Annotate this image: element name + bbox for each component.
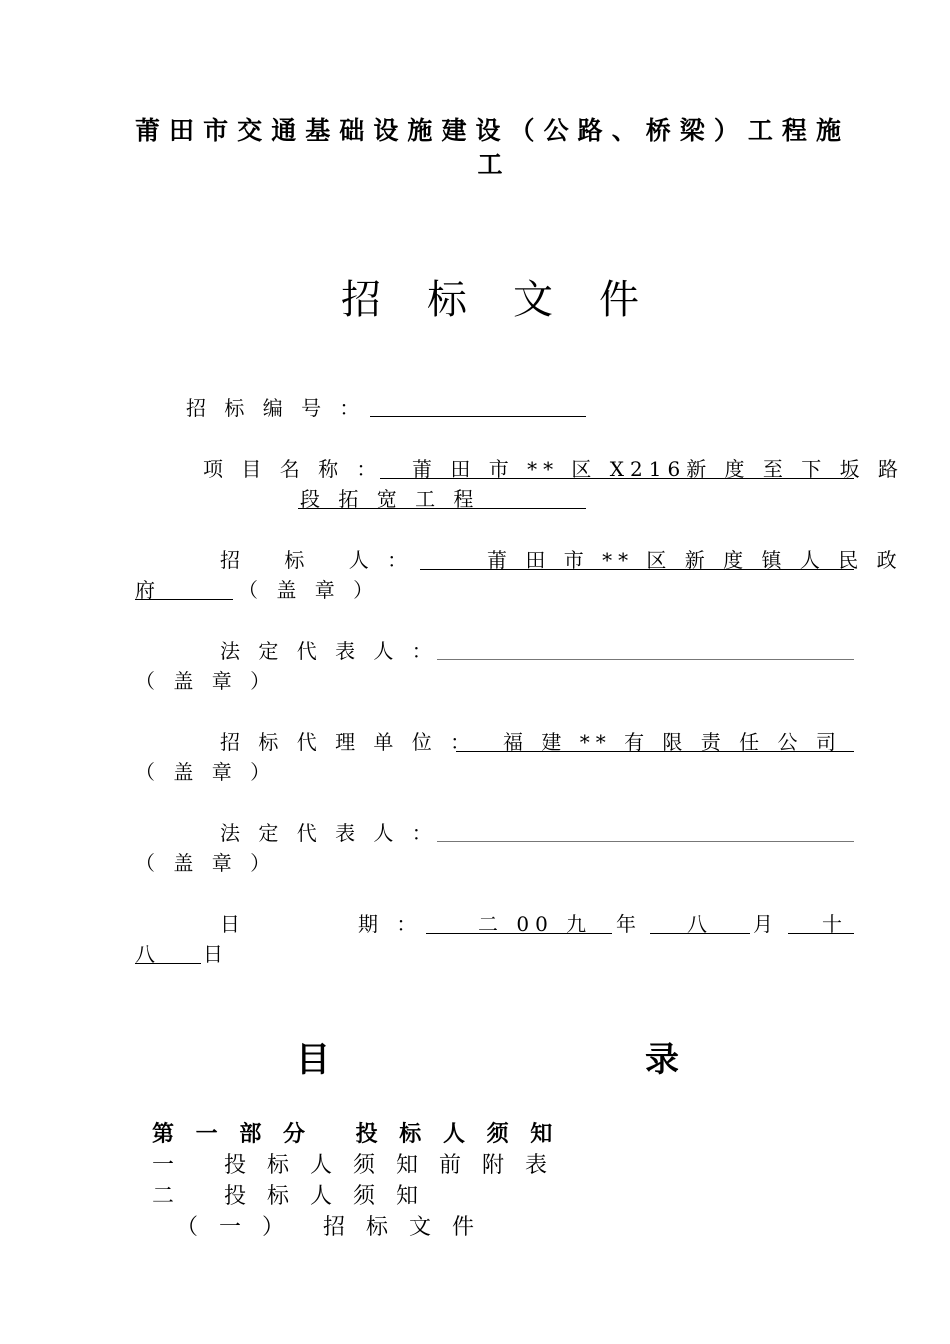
- toc-item-2: 二 投 标 人 须 知: [152, 1184, 425, 1209]
- tenderer-value-1: 莆 田 市 ** 区 新 度 镇 人 民 政: [487, 548, 903, 572]
- legal-rep-blank-2: [437, 841, 854, 842]
- toc-heading-left: 目: [296, 1040, 330, 1080]
- date-label-period: 期 ：: [358, 912, 423, 936]
- date-day-value-1: 十: [822, 912, 848, 936]
- tenderer-value-2: 府: [135, 578, 161, 602]
- date-day-unit: 日: [203, 942, 229, 966]
- date-month-unit: 月: [753, 912, 779, 936]
- toc-part-1: 第 一 部 分 投 标 人 须 知: [152, 1122, 560, 1147]
- tenderer-label: 招 标 人 ：: [220, 548, 414, 572]
- legal-rep-label-1: 法 定 代 表 人 ：: [220, 639, 438, 663]
- bid-number-blank: [370, 416, 586, 417]
- toc-item-1: 一 投 标 人 须 知 前 附 表: [152, 1153, 554, 1178]
- date-day-value-2: 八: [135, 942, 161, 966]
- date-year-unit: 年: [616, 912, 642, 936]
- seal-note-2: （ 盖 章 ）: [135, 669, 277, 693]
- toc-item-3: （ 一 ） 招 标 文 件: [176, 1215, 481, 1240]
- agency-value: 福 建 ** 有 限 责 任 公 司: [503, 730, 842, 754]
- date-month-value: 八: [687, 912, 713, 936]
- seal-note-4: （ 盖 章 ）: [135, 851, 277, 875]
- project-name-value-2: 段 拓 宽 工 程: [300, 487, 480, 511]
- toc-heading-right: 录: [645, 1040, 679, 1080]
- document-title-continued: 工: [477, 150, 503, 179]
- project-name-label: 项 目 名 称 ：: [203, 457, 383, 481]
- document-heading: 招标文件: [341, 277, 685, 323]
- date-label-day: 日: [220, 912, 246, 936]
- seal-note-3: （ 盖 章 ）: [135, 760, 277, 784]
- project-name-value-1: 莆 田 市 ** 区 X216新 度 至 下 坂 路: [412, 457, 904, 481]
- seal-note-1: （ 盖 章 ）: [238, 578, 380, 602]
- legal-rep-blank-1: [437, 659, 854, 660]
- agency-label: 招 标 代 理 单 位 ：: [220, 730, 477, 754]
- document-title: 莆田市交通基础设施建设（公路、桥梁）工程施: [135, 116, 845, 145]
- date-year-value: 二 00 九: [478, 912, 593, 936]
- bid-number-label: 招 标 编 号 ：: [186, 396, 366, 420]
- legal-rep-label-2: 法 定 代 表 人 ：: [220, 821, 438, 845]
